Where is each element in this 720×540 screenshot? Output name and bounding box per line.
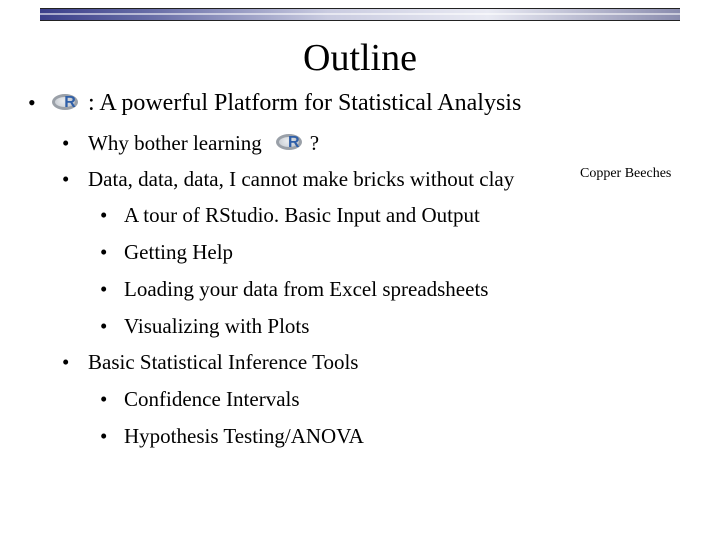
quote-source-note: Copper Beeches	[580, 166, 672, 181]
bullet-dot: •	[62, 350, 70, 374]
subitem-hypothesis-testing	[100, 423, 364, 449]
bullet-inference-tools	[62, 349, 358, 375]
bullet-data-clay-text: Data, data, data, I cannot make bricks without clay	[88, 167, 515, 191]
bullet-dot: •	[100, 314, 108, 338]
bullet-dot: •	[100, 240, 108, 264]
bullet-data-clay	[62, 166, 514, 192]
subitem-rstudio-tour	[100, 202, 480, 228]
bullet-why-learn-text: Why bother learning	[88, 131, 262, 155]
bullet-r-platform	[28, 88, 521, 118]
bullet-why-learn	[62, 130, 319, 156]
subitem-confidence-intervals	[100, 386, 300, 412]
title-decoration-bar	[40, 8, 680, 21]
bullet-dot: •	[100, 424, 108, 448]
subitem-text: Getting Help	[124, 240, 234, 264]
subitem-text: Loading your data from Excel spreadsheets	[124, 277, 489, 301]
subitem-text: Confidence Intervals	[124, 387, 300, 411]
r-logo-icon	[52, 92, 82, 114]
subitem-text: A tour of RStudio. Basic Input and Output	[124, 203, 480, 227]
bullet-dot: •	[28, 90, 36, 115]
subitem-text: Visualizing with Plots	[124, 314, 310, 338]
bullet-dot: •	[62, 131, 70, 155]
bullet-dot: •	[100, 277, 108, 301]
bullet-dot: •	[100, 203, 108, 227]
bullet-r-platform-text: : A powerful Platform for Statistical Analysis	[88, 90, 522, 116]
slide-title: Outline	[303, 37, 417, 79]
r-logo-letter: R	[64, 94, 76, 111]
bullet-why-learn-question: ?	[309, 131, 320, 155]
subitem-visualizing-plots	[100, 313, 309, 339]
subitem-getting-help	[100, 239, 233, 265]
bullet-dot: •	[62, 167, 70, 191]
r-logo-letter: R	[288, 134, 300, 151]
bullet-dot: •	[100, 387, 108, 411]
bullet-inference-tools-text: Basic Statistical Inference Tools	[88, 350, 359, 374]
r-logo-icon	[276, 132, 306, 154]
subitem-loading-excel	[100, 276, 488, 302]
subitem-text: Hypothesis Testing/ANOVA	[124, 424, 364, 448]
